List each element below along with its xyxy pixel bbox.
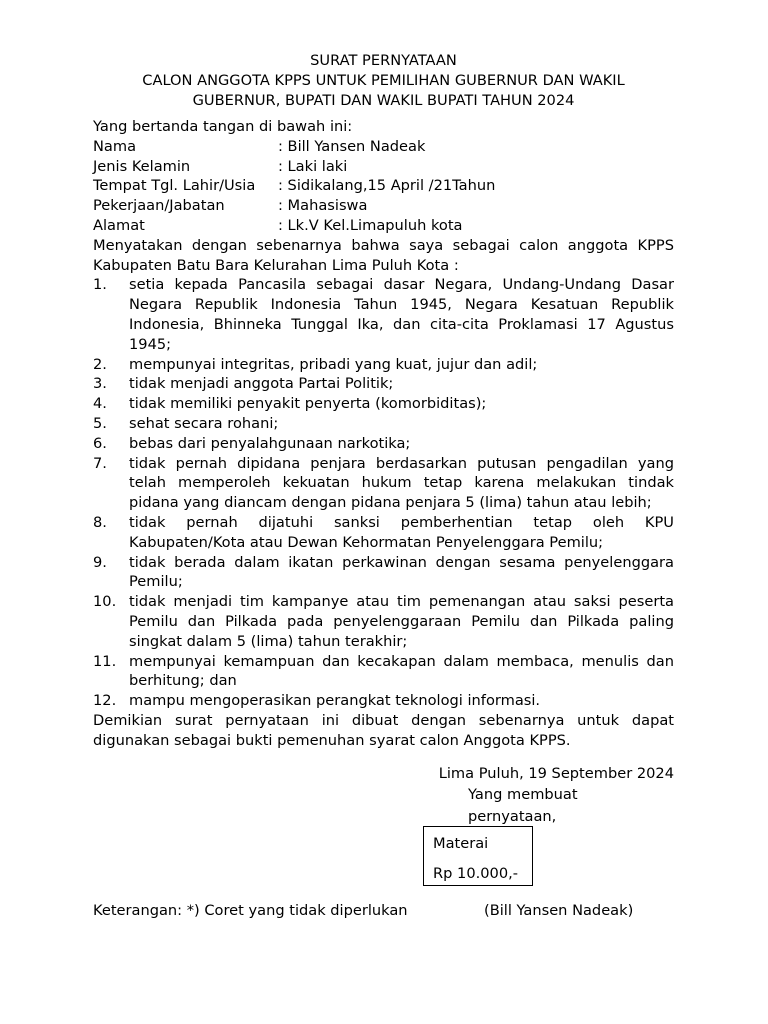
maker-line-1: Yang membuat xyxy=(468,786,578,803)
statement-text: Menyatakan dengan sebenarnya bahwa saya sebagai calon anggota KPPS Kabupaten Batu Bara Kelurahan Lima Puluh Kota : xyxy=(93,236,674,274)
intro-text: Yang bertanda tangan di bawah ini: xyxy=(93,118,353,135)
list-number: 1. xyxy=(93,276,107,294)
field-label: Jenis Kelamin xyxy=(93,157,191,175)
list-number: 8. xyxy=(93,513,107,531)
list-text: tidak menjadi tim kampanye atau tim pemenangan atau saksi peserta Pemilu dan Pilkada pada penyelenggaraan Pemilu dan Pilkada paling singkat dalam 5 (lima) tahun terakhir; xyxy=(129,593,674,650)
field-value: : Mahasiswa xyxy=(278,197,368,215)
list-number: 5. xyxy=(93,414,107,432)
list-item xyxy=(93,454,674,513)
title-line-2: CALON ANGGOTA KPPS UNTUK PEMILIHAN GUBERNUR DAN WAKIL xyxy=(142,71,625,89)
list-text: tidak berada dalam ikatan perkawinan dengan sesama penyelenggara Pemilu; xyxy=(129,553,674,591)
field-gender xyxy=(93,157,674,177)
list-text: mempunyai kemampuan dan kecakapan dalam membaca, menulis dan berhitung; dan xyxy=(129,652,674,690)
list-text: tidak memiliki penyakit penyerta (komorbiditas); xyxy=(129,395,487,413)
field-name xyxy=(93,137,674,157)
document-body xyxy=(93,117,674,751)
list-item xyxy=(93,275,674,354)
signer-name: (Bill Yansen Nadeak) xyxy=(484,902,634,919)
list-text: mampu mengoperasikan perangkat teknologi informasi. xyxy=(129,692,541,710)
list-number: 7. xyxy=(93,454,107,472)
maker-label xyxy=(468,784,578,828)
list-number: 10. xyxy=(93,593,117,611)
field-address xyxy=(93,216,674,236)
closing-text: Demikian surat pernyataan ini dibuat dengan sebenarnya untuk dapat digunakan sebagai bukti pemenuhan syarat calon Anggota KPPS. xyxy=(93,711,674,749)
field-value: : Laki laki xyxy=(278,157,348,175)
list-number: 6. xyxy=(93,434,107,452)
list-text: bebas dari penyalahgunaan narkotika; xyxy=(129,434,411,452)
identity-fields xyxy=(93,137,674,236)
place-date: Lima Puluh, 19 September 2024 xyxy=(438,765,674,782)
list-number: 2. xyxy=(93,355,107,373)
field-value: : Bill Yansen Nadeak xyxy=(278,137,426,155)
materai-stamp-box xyxy=(423,826,533,886)
list-number: 9. xyxy=(93,553,107,571)
list-item xyxy=(93,355,674,375)
maker-line-2: pernyataan, xyxy=(468,808,557,825)
list-item xyxy=(93,691,674,711)
field-value: : Sidikalang,15 April /21Tahun xyxy=(278,177,496,195)
requirements-list xyxy=(93,275,674,711)
field-label: Nama xyxy=(93,137,137,155)
list-text: setia kepada Pancasila sebagai dasar Negara, Undang-Undang Dasar Negara Republik Indonesia Tahun 1945, Negara Kesatuan Republik Indonesia, Bhinneka Tunggal Ika, dan cita-cita Proklamasi 17 Agustus 1945; xyxy=(129,276,674,353)
list-text: tidak menjadi anggota Partai Politik; xyxy=(129,375,394,393)
list-item xyxy=(93,652,674,692)
field-occupation xyxy=(93,196,674,216)
title-line-3: GUBERNUR, BUPATI DAN WAKIL BUPATI TAHUN 2024 xyxy=(192,91,575,109)
list-item xyxy=(93,394,674,414)
list-item xyxy=(93,513,674,553)
field-label: Tempat Tgl. Lahir/Usia xyxy=(93,177,256,195)
list-text: tidak pernah dijatuhi sanksi pemberhentian tetap oleh KPU Kabupaten/Kota atau Dewan Kehormatan Penyelenggara Pemilu; xyxy=(129,513,674,551)
field-label: Pekerjaan/Jabatan xyxy=(93,197,225,215)
list-text: mempunyai integritas, pribadi yang kuat, jujur dan adil; xyxy=(129,355,538,373)
materai-label: Materai xyxy=(433,835,489,852)
document-title xyxy=(93,51,674,110)
title-line-1: SURAT PERNYATAAN xyxy=(310,52,457,69)
list-number: 12. xyxy=(93,692,117,710)
list-item xyxy=(93,434,674,454)
footer-note: Keterangan: *) Coret yang tidak diperlukan xyxy=(93,902,408,919)
list-item xyxy=(93,592,674,651)
field-value: : Lk.V Kel.Limapuluh kota xyxy=(278,216,463,234)
list-item xyxy=(93,374,674,394)
list-number: 3. xyxy=(93,375,107,393)
list-text: sehat secara rohani; xyxy=(129,414,279,432)
field-label: Alamat xyxy=(93,216,145,234)
field-birth xyxy=(93,176,674,196)
list-item xyxy=(93,553,674,593)
list-number: 11. xyxy=(93,652,117,670)
list-text: tidak pernah dipidana penjara berdasarkan putusan pengadilan yang telah memperoleh kekuatan hukum tetap karena melakukan tindak pidana yang diancam dengan pidana penjara 5 (lima) tahun atau lebih; xyxy=(129,454,674,512)
materai-amount: Rp 10.000,- xyxy=(433,865,519,882)
list-number: 4. xyxy=(93,395,107,413)
list-item xyxy=(93,414,674,434)
